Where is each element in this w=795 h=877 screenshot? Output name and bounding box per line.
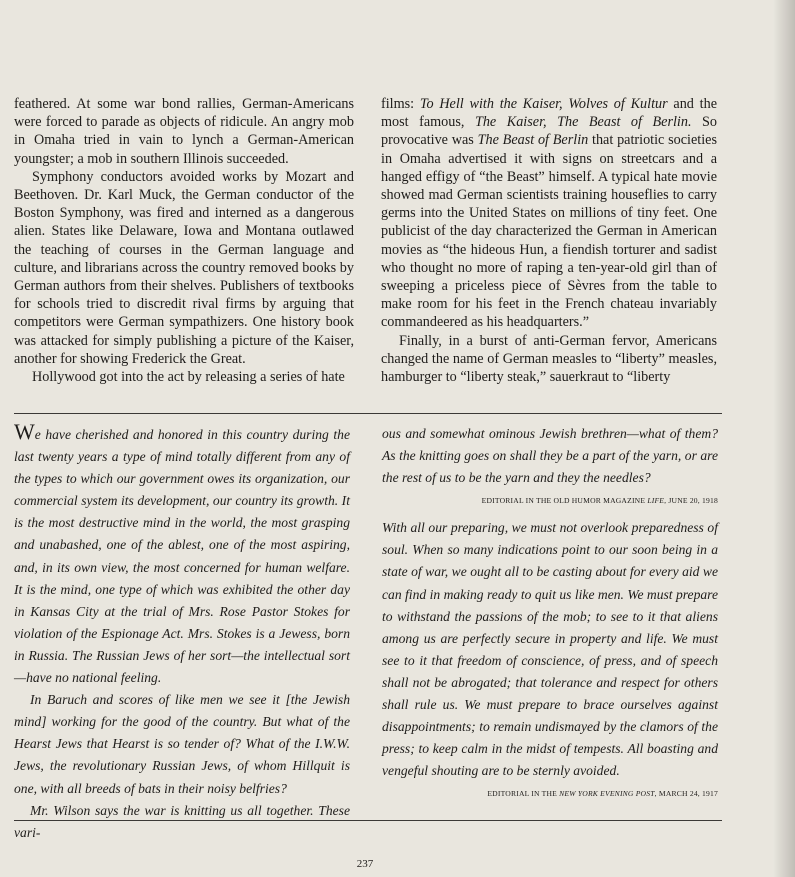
publication-title: LIFE <box>647 496 665 506</box>
film-title: The Kaiser, The Beast of Berlin. <box>474 114 692 131</box>
divider-rule <box>14 820 722 821</box>
quote-paragraph <box>14 419 350 689</box>
text-run: and the most famous, <box>381 96 717 131</box>
text-run: , JUNE 20, 1918 <box>664 496 718 506</box>
paragraph: Finally, in a burst of anti-German fervor, Americans changed the name of German measles to “liberty” measles, hamburger to “liberty steak,” sauerkraut to “liberty <box>381 332 717 386</box>
quote-paragraph: In Baruch and scores of like men we see it [the Jewish mind] working for the good of the country. But what of the Hearst Jews that Hearst is so tender of? What of the I.W.W. Jews, the revolutionary Russian Jews, of whom Hillquit is one, with all breeds of bats in their noisy belfries? <box>14 692 350 796</box>
page-number: 237 <box>356 858 374 870</box>
paragraph: Hollywood got into the act by releasing a series of hate <box>32 369 345 386</box>
quotation-right <box>382 423 718 810</box>
quote-paragraph: Mr. Wilson says the war is knitting us all together. These vari- <box>14 802 350 840</box>
text-run: e have cherished and honored in this country during the last twenty years a type of mind totally different from any of the types to which our government owes its organization, our commercial system its development, our country its growth. It is the most destructive mind in the world, the most grasping and unabashed, one of the ablest, one of the most aspiring, and, in its own view, the most concerned for human welfare. It is the mind, one type of which was exhibited the other day in Kansas City at the trial of Mrs. Rose Pastor Stokes for violation of the Espionage Act. Mrs. Stokes is a Jewess, born in Russia. The Russian Jews of her sort—the intellectual sort—have no national feeling. <box>14 427 350 686</box>
text-run: EDITORIAL IN THE OLD HUMOR MAGAZINE <box>481 496 648 506</box>
text-run: that patriotic societies in Omaha advertised it with signs on streetcars and a hanged effigy of “the Beast” himself. A typical hate movie showed mad German scientists training houseflies to carry germs into the United States on millions of tiny feet. One publicist of the day characterized the German in American movies as “the hideous Hun, a fiendish torturer and sadist who thought no more of raping a ten-year-old girl than of sweeping a priceless piece of Sèvres from the table to make room for his feet in the French chateau invariably commandeered as his headquarters.” <box>381 132 717 331</box>
text-run: , MARCH 24, 1917 <box>654 789 718 799</box>
quote-paragraph: With all our preparing, we must not overlook preparedness of soul. When so many indications point to our soon being in a state of war, we ought all to be casting about for every aid we can find in making ready to quit us like men. We must prepare to withstand the passions of the mob; to see to it that aliens among us are perfectly secure in property and life. We must see to it that freedom of conscience, of press, and of speech shall not be abrogated; that tolerance and respect for others shall rule us. We must prepare to brace ourselves against disappointments; to remain undismayed by the clamors of the press; to keep calm in the midst of tempests. All boasting and vengeful shouting are to be sternly avoided. <box>382 520 718 779</box>
drop-cap: W <box>14 419 35 444</box>
publication-title: NEW YORK EVENING POST <box>559 789 655 799</box>
book-gutter-shadow <box>773 0 795 877</box>
text-run: EDITORIAL IN THE <box>487 789 560 799</box>
source-credit <box>382 495 718 507</box>
divider-rule <box>14 413 722 414</box>
text-run: films: <box>381 96 420 112</box>
paragraph <box>381 95 717 332</box>
film-title: To Hell with the Kaiser, Wolves of Kultur <box>419 96 668 112</box>
right-column-text <box>381 95 717 386</box>
film-title: The Beast of Berlin <box>477 132 589 149</box>
quote-paragraph: ous and somewhat ominous Jewish brethren—what of them? As the knitting goes on shall they be a part of the yarn, or are the rest of us to be the yarn and they the needles? <box>382 426 718 486</box>
paragraph: Symphony conductors avoided works by Mozart and Beethoven. Dr. Karl Muck, the German conductor of the Boston Symphony, was fired and interned as a dangerous alien. States like Delaware, Iowa and Montana outlawed the teaching of courses in the German language and culture, and librarians across the country removed books by German authors from their shelves. Publishers of textbooks for schools tried to discredit rival firms by arguing that competitors were German sympathizers. One history book was attacked for simply publishing a picture of the Kaiser, another for showing Frederick the Great. <box>14 168 354 367</box>
source-credit <box>382 788 718 800</box>
left-column-text <box>14 95 354 386</box>
paragraph: feathered. At some war bond rallies, German-Americans were forced to parade as objects of ridicule. An angry mob in Omaha tried in vain to lynch a German-American youngster; a mob in southern Illinois succeeded. <box>14 96 354 167</box>
text-run: So provocative was <box>381 114 718 149</box>
quotation-left <box>14 419 350 844</box>
